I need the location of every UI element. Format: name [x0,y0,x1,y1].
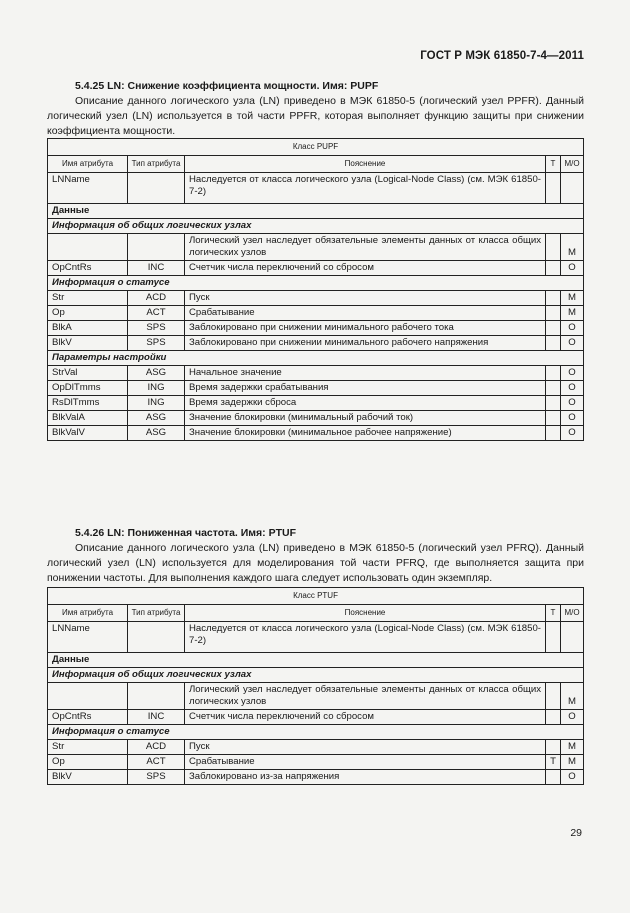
table-row [48,396,584,411]
header-attr-name: Имя атрибута [48,156,128,173]
group-row [48,351,584,366]
header-description: Пояснение [185,156,546,173]
attribute-t [546,622,561,653]
attribute-type: ACD [128,740,185,755]
table-ptuf [47,587,584,785]
group-label: Информация о статусе [48,276,584,291]
attribute-t [546,411,561,426]
section-5-4-25 [47,79,584,139]
attribute-t [546,306,561,321]
table-row [48,261,584,276]
attribute-name: OpCntRs [48,261,128,276]
attribute-description: Счетчик числа переключений со сбросом [185,710,546,725]
attribute-mo: O [561,381,584,396]
attribute-description: Пуск [185,291,546,306]
attribute-type: ACD [128,291,185,306]
attribute-name: LNName [48,622,128,653]
attribute-type [128,234,185,261]
attribute-description: Значение блокировки (минимальное рабочее напряжение) [185,426,546,441]
attribute-description: Логический узел наследует обязательные элементы данных от класса общих логических узлов [185,683,546,710]
attribute-name: OpDlTmms [48,381,128,396]
table-row [48,411,584,426]
table-row [48,234,584,261]
group-row [48,668,584,683]
attribute-mo: M [561,234,584,261]
attribute-t [546,381,561,396]
attribute-name: Op [48,755,128,770]
data-section-label: Данные [48,653,584,668]
attribute-type: INC [128,261,185,276]
attribute-t [546,770,561,785]
attribute-type [128,622,185,653]
attribute-description: Логический узел наследует обязательные элементы данных от класса общих логических узлов [185,234,546,261]
attribute-type: SPS [128,321,185,336]
page-number: 29 [570,827,582,839]
attribute-t [546,366,561,381]
attribute-type: SPS [128,770,185,785]
header-mo: М/О [561,605,584,622]
attribute-type: ING [128,396,185,411]
attribute-type: ASG [128,411,185,426]
attribute-name: LNName [48,173,128,204]
attribute-t [546,396,561,411]
attribute-description: Заблокировано при снижении минимального рабочего тока [185,321,546,336]
table-row [48,710,584,725]
attribute-mo: M [561,740,584,755]
attribute-mo: O [561,321,584,336]
class-label: Класс PUPF [48,139,584,156]
header-attr-type: Тип атрибута [128,605,185,622]
attribute-mo: M [561,291,584,306]
attribute-mo: O [561,261,584,276]
class-row [48,588,584,605]
attribute-name: StrVal [48,366,128,381]
group-row [48,276,584,291]
attribute-t [546,683,561,710]
attribute-description: Значение блокировки (минимальный рабочий ток) [185,411,546,426]
attribute-description: Заблокировано из-за напряжения [185,770,546,785]
header-row [48,156,584,173]
header-row [48,605,584,622]
section-title: 5.4.25 LN: Снижение коэффициента мощности. Имя: PUPF [75,80,379,92]
attribute-mo: O [561,396,584,411]
table-row [48,426,584,441]
attribute-description: Срабатывание [185,306,546,321]
table-row [48,683,584,710]
attribute-t [546,173,561,204]
class-label: Класс PTUF [48,588,584,605]
standard-header: ГОСТ Р МЭК 61850-7-4—2011 [420,50,584,62]
attribute-name: Str [48,740,128,755]
attribute-description: Время задержки сброса [185,396,546,411]
attribute-name: OpCntRs [48,710,128,725]
attribute-t [546,740,561,755]
attribute-t [546,426,561,441]
header-description: Пояснение [185,605,546,622]
group-row [48,219,584,234]
data-section-row [48,204,584,219]
attribute-type: ING [128,381,185,396]
attribute-mo: O [561,710,584,725]
data-section-label: Данные [48,204,584,219]
attribute-type: ASG [128,366,185,381]
table-row [48,622,584,653]
attribute-description: Наследуется от класса логического узла (Logical-Node Class) (см. МЭК 61850-7-2) [185,173,546,204]
attribute-description: Время задержки срабатывания [185,381,546,396]
attribute-t [546,336,561,351]
group-label: Информация о статусе [48,725,584,740]
attribute-description: Наследуется от класса логического узла (Logical-Node Class) (см. МЭК 61850-7-2) [185,622,546,653]
attribute-name: RsDlTmms [48,396,128,411]
attribute-description: Срабатывание [185,755,546,770]
attribute-mo: O [561,366,584,381]
attribute-description: Начальное значение [185,366,546,381]
attribute-type: SPS [128,336,185,351]
attribute-mo: O [561,770,584,785]
attribute-type: ACT [128,306,185,321]
section-title: 5.4.26 LN: Пониженная частота. Имя: PTUF [75,527,297,539]
attribute-type: INC [128,710,185,725]
attribute-t [546,321,561,336]
table-row [48,381,584,396]
table-pupf [47,138,584,441]
attribute-mo: M [561,683,584,710]
attribute-mo: O [561,336,584,351]
attribute-description: Заблокировано при снижении минимального рабочего напряжения [185,336,546,351]
attribute-t [546,261,561,276]
header-t: T [546,156,561,173]
attribute-t: T [546,755,561,770]
header-mo: М/О [561,156,584,173]
attribute-type: ACT [128,755,185,770]
section-paragraph: Описание данного логического узла (LN) приведено в МЭК 61850-5 (логический узел PFRQ). Данный логический узел (LN) используется для моделирования той части PFRQ, где выполняется защита при понижении частоты. Для выполнения каждого шага следует использовать один экземпляр. [47,542,584,584]
attribute-description: Счетчик числа переключений со сбросом [185,261,546,276]
attribute-t [546,234,561,261]
attribute-mo [561,173,584,204]
attribute-name: BlkValA [48,411,128,426]
group-label: Информация об общих логических узлах [48,668,584,683]
attribute-type [128,173,185,204]
table-row [48,173,584,204]
attribute-name: BlkV [48,336,128,351]
attribute-t [546,291,561,306]
attribute-name: Str [48,291,128,306]
attribute-name [48,234,128,261]
group-row [48,725,584,740]
header-attr-type: Тип атрибута [128,156,185,173]
class-row [48,139,584,156]
table-row [48,740,584,755]
table-row [48,291,584,306]
table-row [48,306,584,321]
table-row [48,321,584,336]
attribute-description: Пуск [185,740,546,755]
table-row [48,366,584,381]
attribute-name [48,683,128,710]
header-t: T [546,605,561,622]
header-attr-name: Имя атрибута [48,605,128,622]
group-label: Параметры настройки [48,351,584,366]
section-paragraph: Описание данного логического узла (LN) приведено в МЭК 61850-5 (логический узел PPFR). Данный логический узел (LN) используется в той части PPFR, которая выполняет функцию защиты при снижении коэффициента мощности. [47,95,584,137]
attribute-mo [561,622,584,653]
attribute-mo: O [561,411,584,426]
attribute-name: BlkV [48,770,128,785]
attribute-mo: M [561,755,584,770]
attribute-name: BlkA [48,321,128,336]
attribute-type: ASG [128,426,185,441]
attribute-name: Op [48,306,128,321]
table-row [48,770,584,785]
table-row [48,755,584,770]
attribute-t [546,710,561,725]
section-5-4-26 [47,526,584,586]
group-label: Информация об общих логических узлах [48,219,584,234]
attribute-mo: M [561,306,584,321]
table-row [48,336,584,351]
attribute-name: BlkValV [48,426,128,441]
attribute-mo: O [561,426,584,441]
data-section-row [48,653,584,668]
attribute-type [128,683,185,710]
